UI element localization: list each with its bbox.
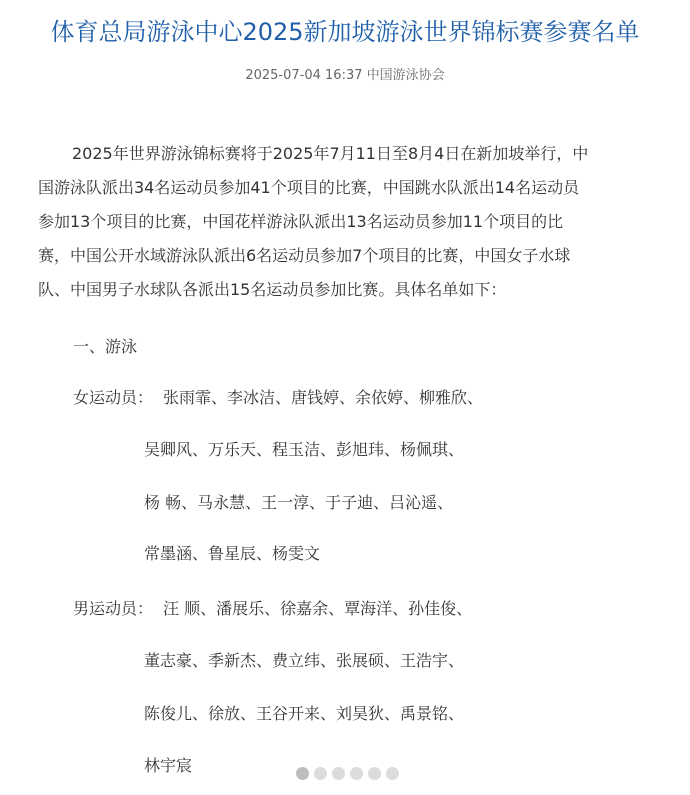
male-athletes-line: 陈俊儿、徐放、王谷开来、刘昊狄、禹景铭、 <box>144 704 465 723</box>
article-title: 体育总局游泳中心2025新加坡游泳世界锦标赛参赛名单 <box>50 18 640 46</box>
male-athletes-row <box>0 647 690 675</box>
image-pagination <box>296 767 399 780</box>
male-athletes-row <box>0 700 690 728</box>
female-athletes-row <box>0 540 690 568</box>
intro-line: 国游泳队派出34名运动员参加41个项目的比赛，中国跳水队派出14名运动员 <box>38 178 580 197</box>
male-athletes-line: 汪 顺、潘展乐、徐嘉余、覃海洋、孙佳俊、 <box>163 599 473 618</box>
female-athletes-row <box>0 384 690 412</box>
pagination-dot[interactable] <box>368 767 381 780</box>
pagination-dot[interactable] <box>296 767 309 780</box>
pagination-dot[interactable] <box>332 767 345 780</box>
publish-date: 2025-07-04 16:37 <box>245 68 363 83</box>
female-athletes-label: 女运动员： <box>73 388 154 407</box>
female-athletes-line: 张雨霏、李冰洁、唐钱婷、余依婷、柳雅欣、 <box>163 388 484 407</box>
article-source: 中国游泳协会 <box>366 68 445 83</box>
section-heading-swimming: 一、游泳 <box>73 337 138 356</box>
female-athletes-line: 常墨涵、鲁星辰、杨雯文 <box>144 544 321 563</box>
intro-line: 赛，中国公开水域游泳队派出6名运动员参加7个项目的比赛，中国女子水球 <box>38 246 571 265</box>
intro-paragraph <box>38 137 656 307</box>
pagination-dot[interactable] <box>314 767 327 780</box>
male-athletes-label: 男运动员： <box>73 599 154 618</box>
male-athletes-row <box>0 595 690 623</box>
female-athletes-line: 杨 畅、马永慧、王一淳、于子迪、吕沁遥、 <box>144 493 454 512</box>
female-athletes-row <box>0 436 690 464</box>
male-athletes-line: 林宇宸 <box>144 756 193 775</box>
intro-line: 2025年世界游泳锦标赛将于2025年7月11日至8月4日在新加坡举行，中 <box>72 144 589 163</box>
male-athletes-line: 董志豪、季新杰、费立纬、张展硕、王浩宇、 <box>144 651 465 670</box>
intro-line: 参加13个项目的比赛，中国花样游泳队派出13名运动员参加11个项目的比 <box>38 212 564 231</box>
intro-line: 队、中国男子水球队各派出15名运动员参加比赛。具体名单如下： <box>38 280 507 299</box>
female-athletes-row <box>0 489 690 517</box>
article-meta <box>0 66 690 86</box>
pagination-dot[interactable] <box>386 767 399 780</box>
female-athletes-line: 吴卿风、万乐天、程玉洁、彭旭玮、杨佩琪、 <box>144 440 465 459</box>
pagination-dot[interactable] <box>350 767 363 780</box>
